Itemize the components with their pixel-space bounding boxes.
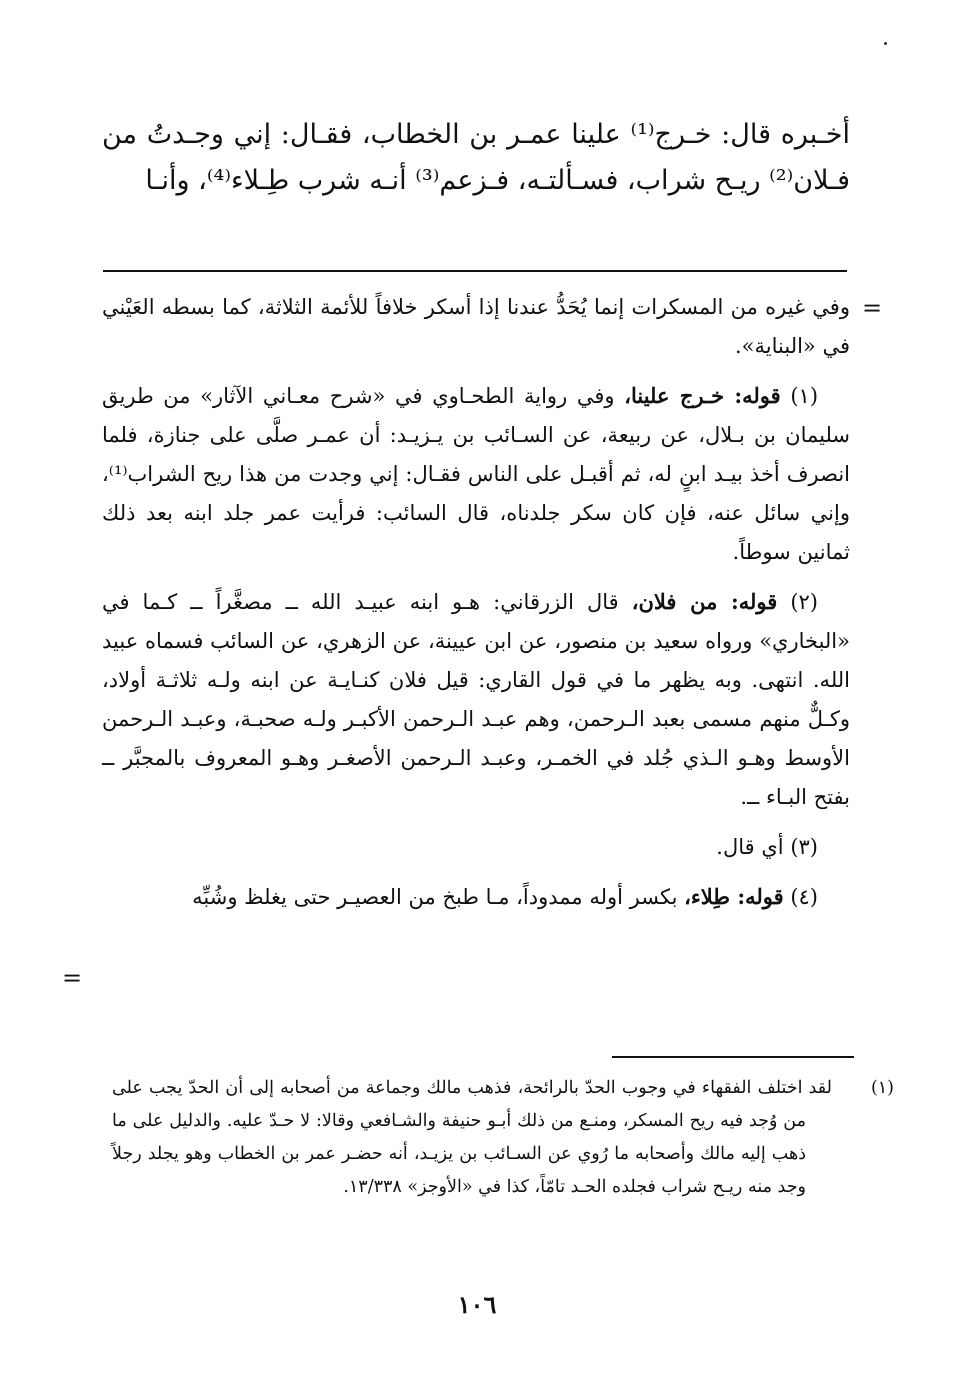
footnote-separator <box>612 1056 854 1058</box>
note-lemma: قوله: من فلان، <box>631 589 778 614</box>
note-number: (٢) <box>790 590 818 614</box>
note-text: قال الزرقاني: هـو ابنه عبيـد الله ــ مصغَّراً ــ كـما في «البخاري» ورواه سعيد بن منصور، عن ابن عيينة، عن الزهري، عن السائب فسماه عبيد الله. انتهى. وبه يظهر ما في قول القاري: قيل فلان كنـايـة عن ابنه ولـه ثلاثـة أولاد، وكـلٌّ منهم مسمى بعبد الـرحمن، وهم عبـد الـرحمن الأكبـر ولـه صحبـة، وعبـد الـرحمن الأوسط وهـو الـذي جُلد في الخمـر، وعبـد الـرحمن الأصغـر وهـو المعروف بالمجبَّر ــ بفتح البـاء ــ. <box>102 590 850 809</box>
commentary-note <box>102 582 850 817</box>
note-lemma: قوله: طِلاء، <box>684 884 784 909</box>
commentary-note <box>102 827 850 867</box>
commentary-note <box>102 877 850 917</box>
note-number: (٣) <box>790 835 818 859</box>
note-number: (٤) <box>790 885 818 909</box>
main-text-separator <box>103 270 847 272</box>
page-number: ١٠٦ <box>457 1290 497 1319</box>
commentary-continuation: وفي غيره من المسكرات إنما يُحَدُّ عندنا إذا أسكر خلافاً للأئمة الثلاثة، كما بسطه العَيْني في «البناية». <box>102 295 850 358</box>
note-number: (١) <box>790 384 819 408</box>
main-text: أخـبره قال: خـرج⁽¹⁾ علينا عمـر بن الخطاب، فقـال: إني وجـدتُ من فـلان⁽²⁾ ريـح شراب، فسـألتـه، فـزعم⁽³⁾ أنـه شرب طِـلاء⁽⁴⁾، وأنـا <box>102 119 850 196</box>
continues-marker: = <box>62 964 83 992</box>
footnote: (١)لقد اختلف الفقهاء في وجوب الحدّ بالرائحة، فذهب مالك وجماعة من أصحابه إلى أن الحدّ يجب على من وُجد فيه ريح المسكر، ومنـع من ذلك أبـو حنيفة والشـافعي وقالا: لا حـدّ عليه. والدليل على ما ذهب إليه مالك وأصحابه ما رُوي عن السـائب بن يزيـد، أنه حضـر عمر بن الخطاب وهو يجلد رجلاً وجد منه ريـح شراب فجلده الحـد تامّاً، كذا في «الأوجز» ١٣/٣٣٨. <box>112 1078 894 1197</box>
continuation-marker: = <box>862 294 883 322</box>
commentary <box>102 288 850 927</box>
note-text: وفي رواية الطحـاوي في «شرح معـاني الآثار» من طريق سليمان بن بـلال، عن ربيعة، عن السـائب بن يـزيـد: أن عمـر صلَّى على جنازة، فلما انصرف أخذ بيـد ابنٍ له، ثم أقبـل على الناس فقـال: إني وجدت من هذا ريح الشراب⁽¹⁾، وإني سائل عنه، فإن كان سكر جلدناه، قال السائب: فرأيت عمر جلد ابنه بعد ذلك ثمانين سوطاً. <box>102 384 850 564</box>
commentary-note <box>102 376 850 572</box>
note-text: بكسر أوله ممدوداً، مـا طبخ من العصيـر حتى يغلظ وشُبِّه <box>192 885 678 909</box>
scan-speck <box>884 42 887 45</box>
note-lemma: قوله: خـرج علينا، <box>624 383 781 408</box>
note-text: أي قال. <box>716 835 784 859</box>
footnote-text: لقد اختلف الفقهاء في وجوب الحدّ بالرائحة، فذهب مالك وجماعة من أصحابه إلى أن الحدّ يجب على من وُجد فيه ريح المسكر، ومنـع من ذلك أبـو حنيفة والشـافعي وقالا: لا حـدّ عليه. والدليل على ما ذهب إليه مالك وأصحابه ما رُوي عن السـائب بن يزيـد، أنه حضـر عمر بن الخطاب وهو يجلد رجلاً وجد منه ريـح شراب فجلده الحـد تامّاً، كذا في «الأوجز» ١٣/٣٣٨. <box>112 1078 832 1197</box>
